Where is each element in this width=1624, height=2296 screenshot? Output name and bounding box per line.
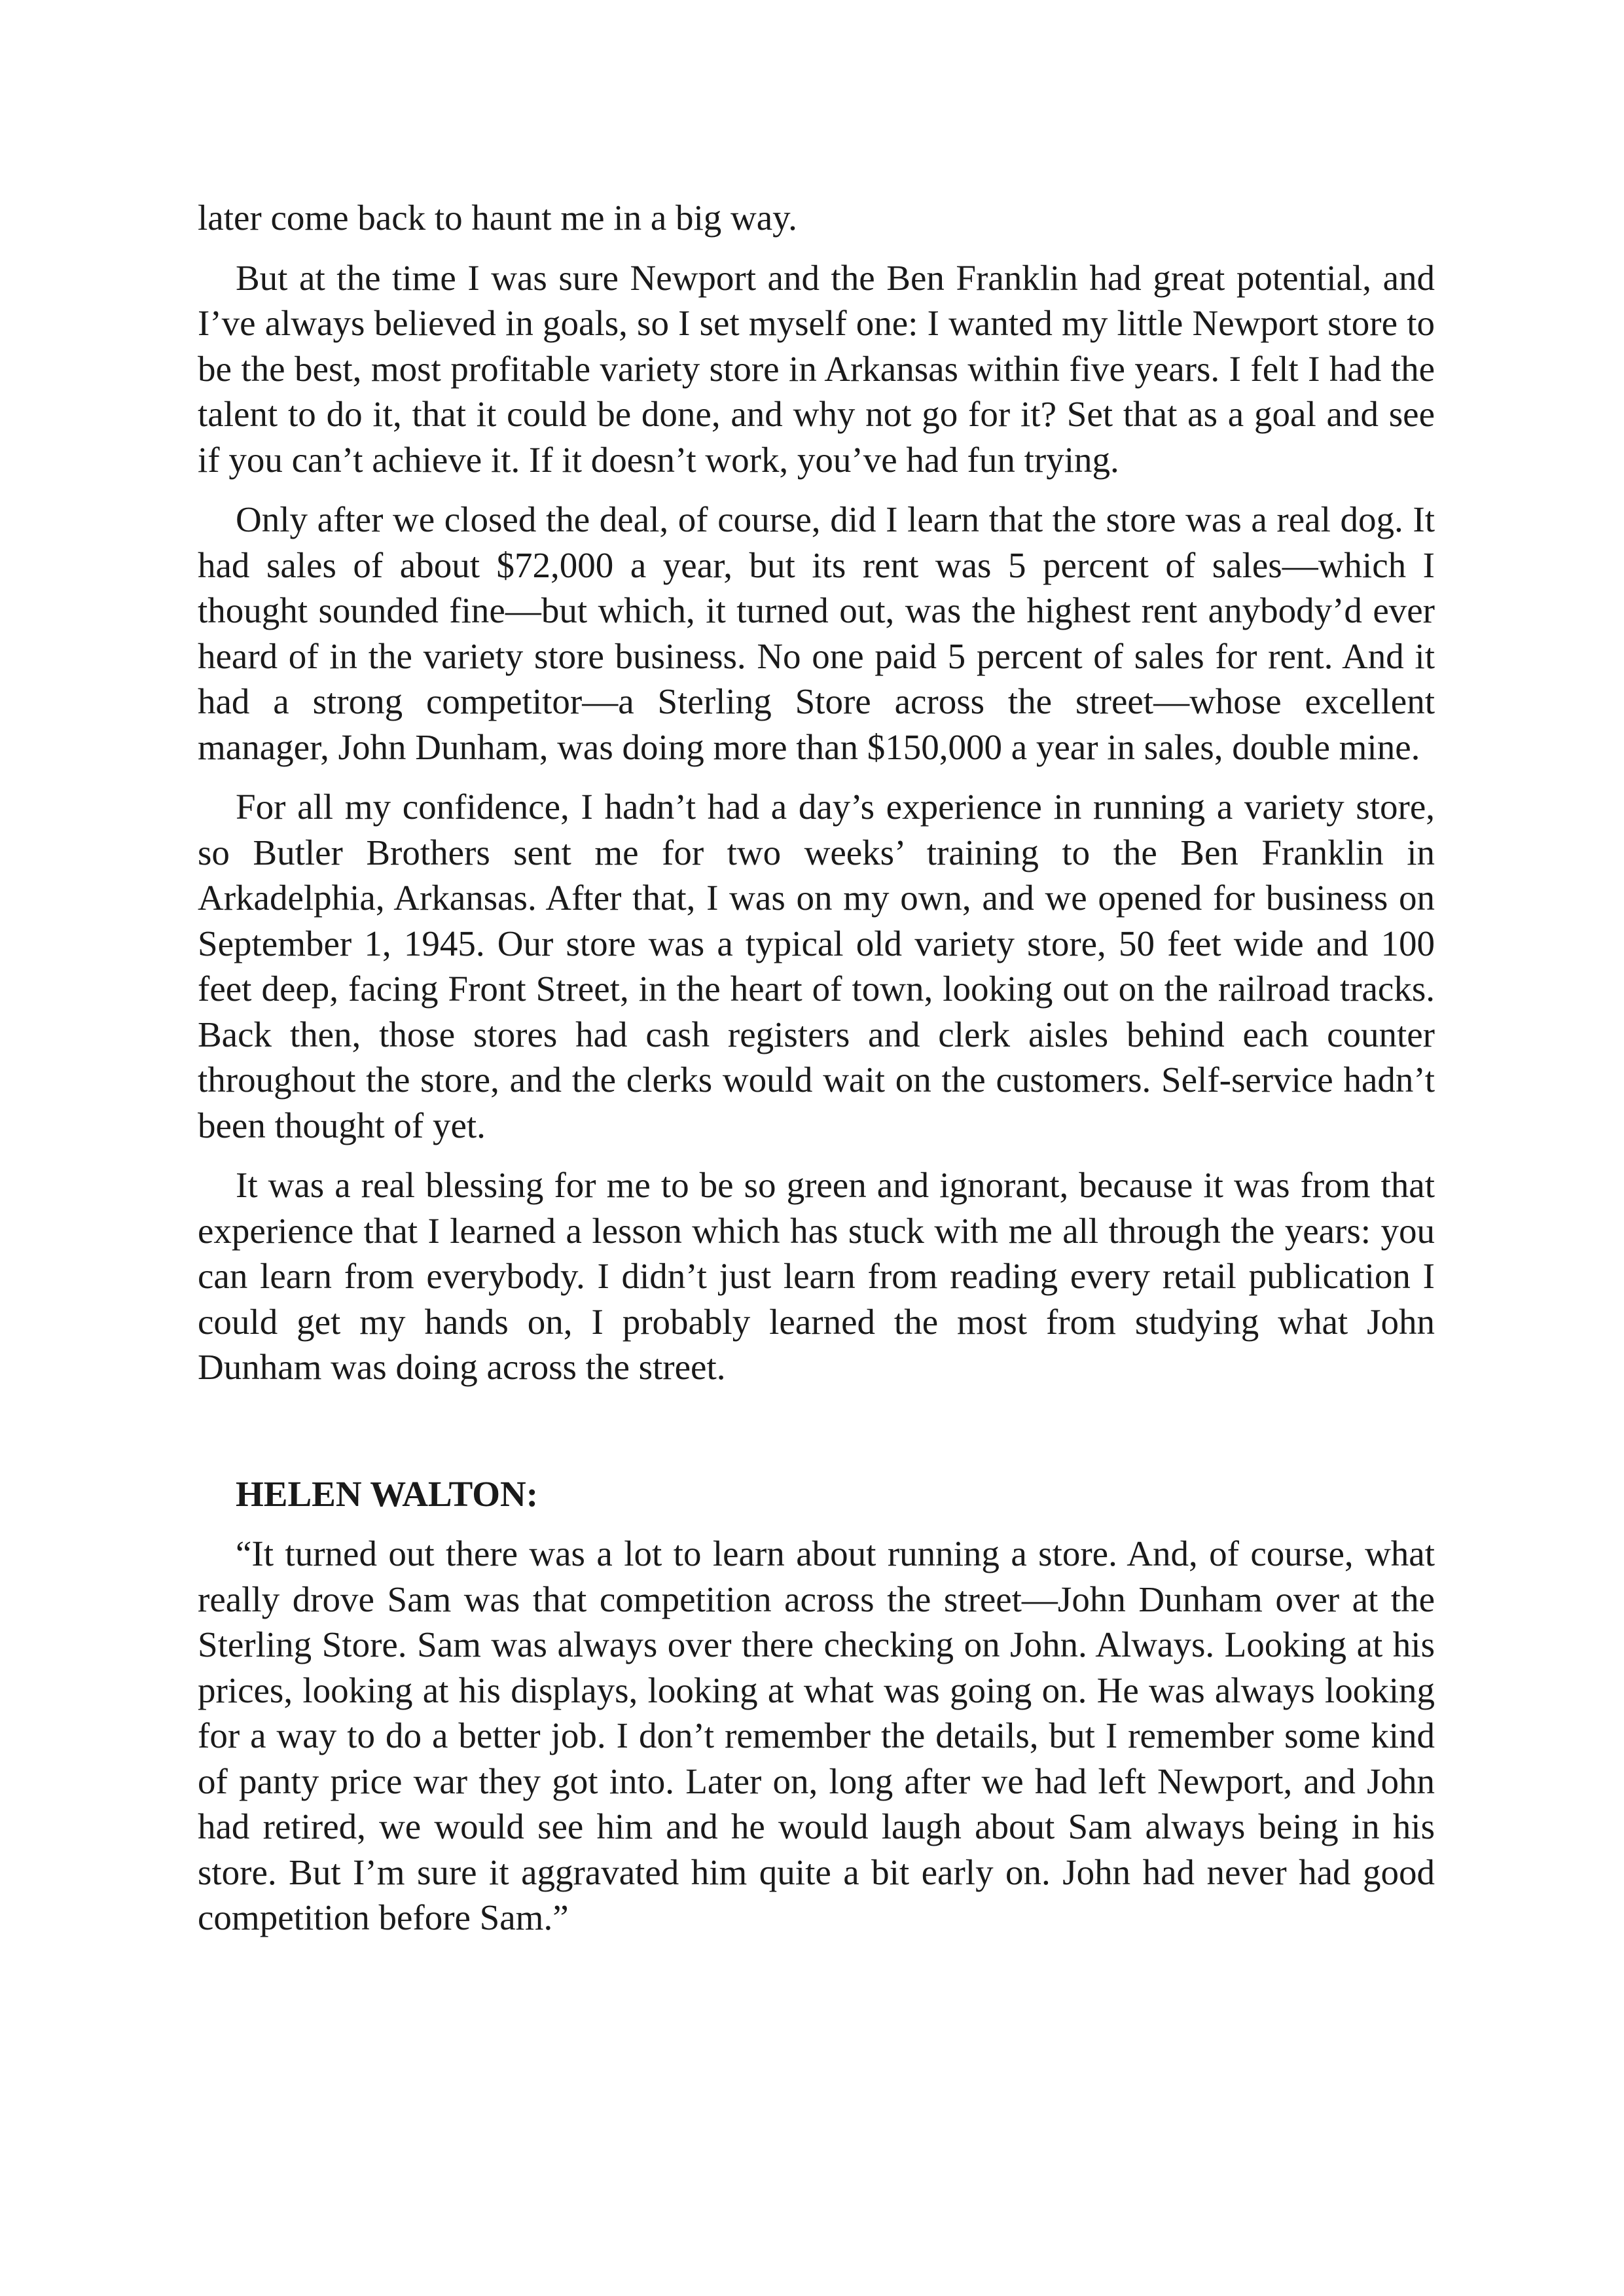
book-page <box>198 195 1435 1941</box>
paragraph-goals: But at the time I was sure Newport and the Ben Franklin had great potential, and I’ve always believed in goals, so I set myself one: I wanted my little Newport store to be the best, most profitable variety store in Arkansas within five years. I felt I had the talent to do it, that it could be done, and why not go for it? Set that as a goal and see if you can’t achieve it. If it doesn’t work, you’ve had fun trying. <box>198 257 1435 480</box>
paragraph-continuation: later come back to haunt me in a big way. <box>198 198 797 238</box>
quote-paragraph: “It turned out there was a lot to learn about running a store. And, of course, what really drove Sam was that competition across the street—John Dunham over at the Sterling Store. Sam was always over there checking on John. Always. Looking at his prices, looking at his displays, looking at what was going on. He was always looking for a way to do a better job. I don’t remember the details, but I remember some kind of panty price war they got into. Later on, long after we had left Newport, and John had retired, we would see him and he would laugh about Sam always being in his store. But I’m sure it aggravated him quite a bit early on. John had never had good competition before Sam.” <box>198 1534 1435 1937</box>
paragraph-store-deal: Only after we closed the deal, of course, did I learn that the store was a real dog. It had sales of about $72,000 a year, but its rent was 5 percent of sales—which I thought sounded fine—but which, it turned out, was the highest rent anybody’d ever heard of in the variety store business. No one paid 5 percent of sales for rent. And it had a strong competitor—a Sterling Store across the street—whose excellent manager, John Dunham, was doing more than $150,000 a year in sales, double mine. <box>198 499 1435 767</box>
paragraph-opening: For all my confidence, I hadn’t had a day’s experience in running a variety store, so Butler Brothers sent me for two weeks’ training to the Ben Franklin in Arkadelphia, Arkansas. After that, I was on my own, and we opened for business on September 1, 1945. Our store was a typical old variety store, 50 feet wide and 100 feet deep, facing Front Street, in the heart of town, looking out on the railroad tracks. Back then, those stores had cash registers and clerk aisles behind each counter throughout the store, and the clerks would wait on the customers. Self-service hadn’t been thought of yet. <box>198 787 1435 1145</box>
speaker-heading: HELEN WALTON: <box>236 1473 539 1514</box>
paragraph-lesson: It was a real blessing for me to be so green and ignorant, because it was from that experience that I learned a lesson which has stuck with me all through the years: you can learn from everybody. I didn’t just learn from reading every retail publication I could get my hands on, I probably learned the most from studying what John Dunham was doing across the street. <box>198 1165 1435 1387</box>
